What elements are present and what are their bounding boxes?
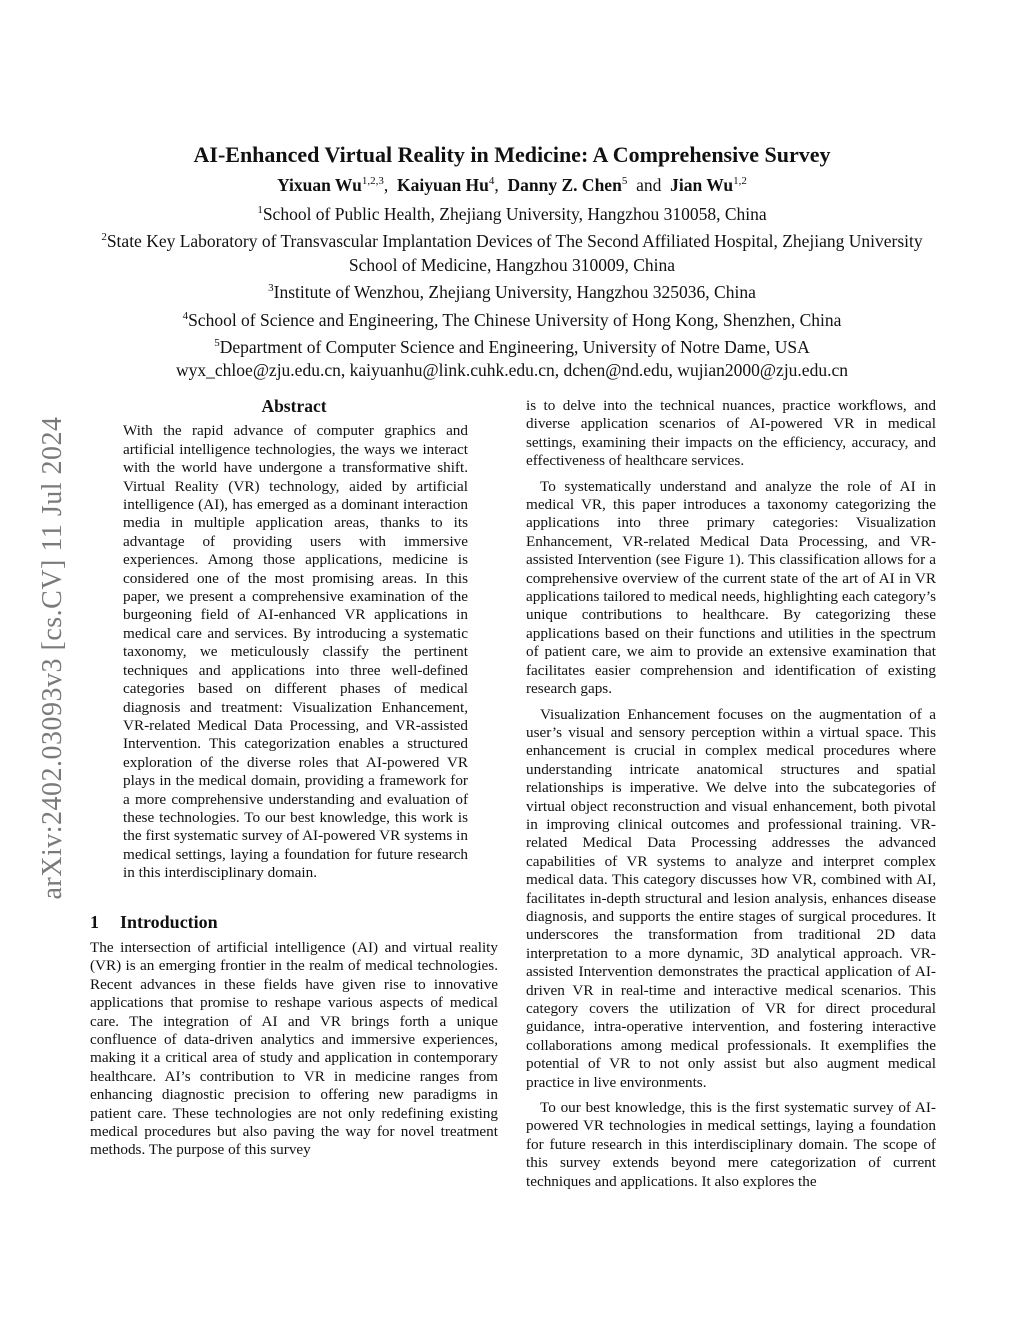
author-affil-sup: 1,2,3 bbox=[361, 175, 384, 188]
paper-header bbox=[80, 142, 944, 383]
affiliation: $^4$School of Science and Engineering, The Chinese University of Hong Kong, Shenzhen, China bbox=[182, 309, 842, 330]
author-affil-sup: 4 bbox=[488, 175, 495, 188]
abstract-text: With the rapid advance of computer graphics and artificial intelligence technologies, the ways we interact with the world have undergone a transformative shift. Virtual Reality (VR) technology, aided by artificial intelligence (AI), has emerged as a dominant interaction media in multiple application areas, thanks to its advantage of providing users with immersive experiences. Among those applications, medicine is considered one of the most promising areas. In this paper, we present a comprehensive examination of the burgeoning field of AI-enhanced VR applications in medical care and services. By introducing a systematic taxonomy, we meticulously classify the pertinent techniques and applications into three well-defined categories based on different phases of medical diagnosis and treatment: Visualization Enhancement, VR-related Medical Data Processing, and VR-assisted Intervention. This categorization enables a structured exploration of the diverse roles that AI-powered VR plays in the medical domain, providing a framework for a more comprehensive understanding and evaluation of these technologies. To our best knowledge, this work is the first systematic survey of AI-powered VR systems in medical settings, laying a foundation for future research in this interdisciplinary domain. bbox=[123, 422, 468, 882]
author-conjunction: and bbox=[636, 175, 662, 196]
abstract-heading: Abstract bbox=[261, 396, 327, 416]
paper-title: AI-Enhanced Virtual Reality in Medicine: A Comprehensive Survey bbox=[193, 142, 831, 167]
body-paragraph: Visualization Enhancement focuses on the augmentation of a user’s visual and sensory perception within a virtual space. This enhancement is crucial in complex medical procedures where understanding intricate anatomical structures and spatial relationships is imperative. We delve into the subcategories of virtual object reconstruction and visual enhancement, both pivotal in improving clinical outcomes and professional training. VR-related Medical Data Processing addresses the advanced capabilities of VR systems to analyze and interpret complex medical data. This category discusses how VR, combined with AI, facilitates in-depth structural and lesion analysis, enhances disease diagnosis, and supports the entire stages of surgical procedures. It underscores the transformation from traditional 2D data interpretation to a more dynamic, 3D analytical approach. VR-assisted Intervention demonstrates the practical application of AI-driven VR in real-time and interactive medical scenarios. This category covers the utilization of VR for direct procedural guidance, intra-operative intervention, and fostering interactive collaborations among medical professionals. It exemplifies the potential of VR to not only assist but also augment medical practice in live environments. bbox=[526, 705, 936, 1091]
author-affil-sup: 5 bbox=[621, 175, 628, 188]
section-number: 1 bbox=[90, 911, 99, 932]
arxiv-sidebar-stamp bbox=[28, 370, 78, 945]
left-column bbox=[90, 397, 498, 1160]
author-affil-sup: 1,2 bbox=[733, 175, 747, 188]
author-name: Danny Z. Chen bbox=[507, 175, 622, 196]
affiliation: $^5$Department of Computer Science and Engineering, University of Notre Dame, USA bbox=[214, 336, 810, 357]
right-column bbox=[526, 397, 936, 1198]
author-list: Yixuan Wu$^{1,2,3}$, Kaiyuan Hu$^4$, Danny Z. Chen$^5$ and Jian Wu$^{1,2}$ bbox=[277, 175, 747, 196]
body-paragraph: is to delve into the technical nuances, practice workflows, and diverse application scenarios of AI-powered VR in medical settings, examining their impacts on the efficiency, accuracy, and effectiveness of healthcare services. bbox=[526, 397, 936, 470]
body-paragraph: To our best knowledge, this is the first systematic survey of AI-powered VR technologies in medical settings, laying a foundation for future research in this interdisciplinary domain. The scope of this survey extends beyond mere categorization of current techniques and applications. It also explores the bbox=[526, 1099, 936, 1190]
affiliation: $^1$School of Public Health, Zhejiang University, Hangzhou 310058, China bbox=[257, 203, 767, 224]
affiliation: $^2$State Key Laboratory of Transvascular Implantation Devices of The Second Affiliated Hospital, Zhejiang University School of Medicine, Hangzhou 310009, China bbox=[101, 231, 923, 275]
author-name: Yixuan Wu bbox=[277, 175, 362, 196]
author-name: Kaiyuan Hu bbox=[396, 175, 489, 196]
email-list: wyx_chloe@zju.edu.cn, kaiyuanhu@link.cuhk.edu.cn, dchen@nd.edu, wujian2000@zju.edu.cn bbox=[176, 360, 848, 381]
author-name: Jian Wu bbox=[670, 175, 734, 196]
section-heading bbox=[90, 913, 498, 931]
intro-paragraph: The intersection of artificial intelligence (AI) and virtual reality (VR) is an emerging frontier in the realm of medical technologies. Recent advances in these fields have given rise to innovative applications that promise to reshape various aspects of medical care. The integration of AI and VR brings forth a unique confluence of data-driven analytics and immersive experiences, making it a critical area of study and application in contemporary healthcare. AI’s contribution to VR in medicine ranges from enhancing diagnostic precision to offering new paradigms in patient care. These technologies are not only redefining existing medical procedures but also paving the way for novel treatment methods. The purpose of this survey bbox=[90, 938, 498, 1159]
affiliation: $^3$Institute of Wenzhou, Zhejiang University, Hangzhou 325036, China bbox=[268, 282, 756, 302]
section-title: Introduction bbox=[120, 911, 218, 932]
arxiv-identifier: arXiv:2402.03093v3 [cs.CV] 11 Jul 2024 bbox=[37, 415, 68, 900]
body-paragraph: To systematically understand and analyze the role of AI in medical VR, this paper introduces a taxonomy categorizing the applications into three primary categories: Visualization Enhancement, VR-related Medical Data Processing, and VR-assisted Intervention (see Figure 1). This classification allows for a comprehensive overview of the current state of the art of AI in VR applications tailored to medical needs, highlighting each category’s unique contributions to healthcare. By categorizing these applications based on their functions and utilities in the spectrum of patient care, we aim to provide an extensive examination that facilitates easier comprehension and identification of existing research gaps. bbox=[526, 477, 936, 698]
